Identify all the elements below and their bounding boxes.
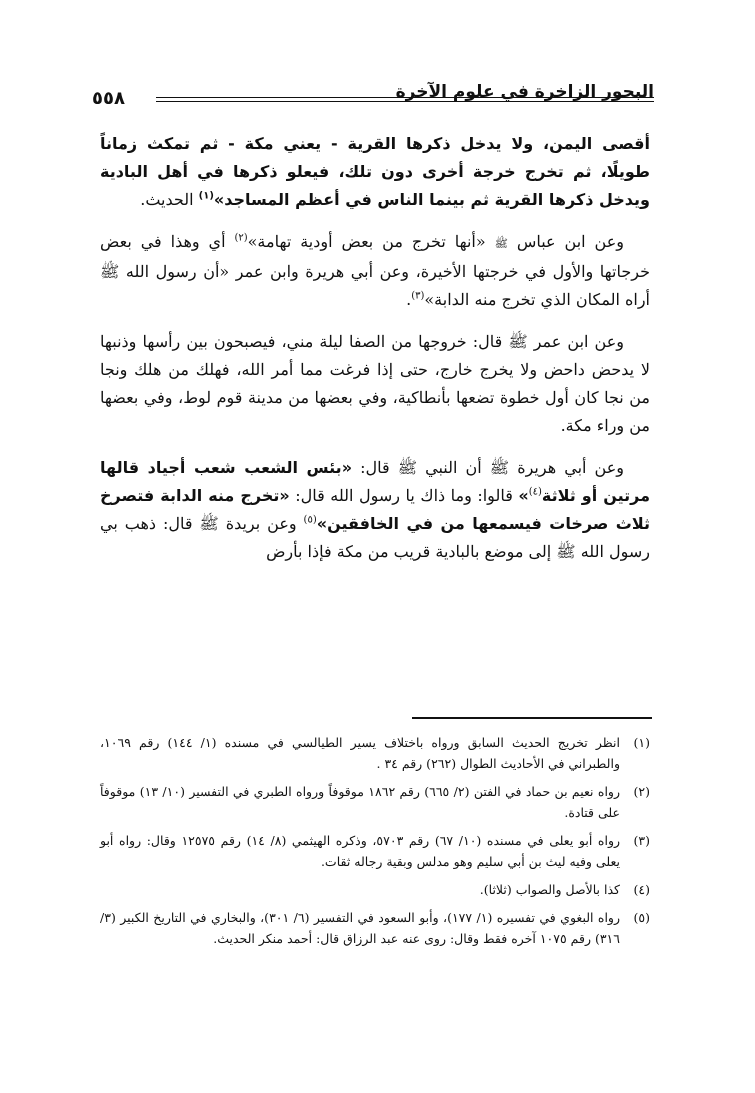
paragraph-2-b: «أنها تخرج من بعض أودية تهامة» [247,232,495,251]
paragraph-4-hadith-1: «بئس الشعب شعب أجياد قالها مرتين أو ثلاثة [100,458,651,505]
header-double-rule [156,97,654,102]
main-text [100,130,650,580]
footnote-ref-5: (٥) [303,514,317,526]
footnotes [100,732,650,956]
footnote-2 [100,781,650,823]
footnote-5 [100,907,650,949]
paragraph-4-c: وعن بريدة ﷺ قال: ذهب بي رسول الله ﷺ إلى موضع بالبادية قريب من مكة فإذا بأرض [100,514,650,561]
paragraph-4-a: وعن أبي هريرة ﷺ أن النبي ﷺ قال: [352,458,624,477]
paragraph-2-c: أي وهذا في بعض خرجاتها والأول في خرجتها الأخيرة، وعن أبي هريرة وابن عمر «أن رسول الله ﷺ أراه المكان الذي تخرج منه الدابة» [100,232,650,309]
paragraph-2-a: وعن ابن عباس [507,232,624,251]
footnote-text: كذا بالأصل والصواب (ثلاثا). [479,882,620,897]
footnote-number: (٥) [633,910,650,925]
footnote-ref-1: (١) [198,190,214,202]
paragraph-4-b: قالوا: وما ذاك يا رسول الله قال: [289,486,519,505]
footnote-ref-3: (٣) [411,290,425,302]
paragraph-2 [100,228,650,314]
paragraph-2-d: . [406,290,412,309]
footnote-number: (٢) [633,784,650,799]
footnote-text: رواه أبو يعلى في مسنده (١٠/ ٦٧) رقم ٥٧٠٣، وذكره الهيثمي (٨/ ١٤) رقم ١٢٥٧٥ وقال: رواه أبو يعلى وفيه ليث بن أبي سليم وهو مدلس وبقية رجاله ثقات. [100,833,621,869]
honorific-glyph: ﷺ [494,237,508,250]
paragraph-1-tail: الحديث. [140,190,199,209]
footnote-3 [100,830,650,872]
footnote-4 [100,879,650,900]
footnote-text: انظر تخريج الحديث السابق ورواه باختلاف يسير الطيالسي في مسنده (١/ ١٤٤) رقم ١٠٦٩، والطبراني في الأحاديث الطوال (٢٦٢) رقم ٣٤ . [100,735,621,771]
paragraph-1 [100,130,650,214]
footnote-separator [412,717,652,719]
footnote-text: رواه البغوي في تفسيره (١/ ١٧٧)، وأبو السعود في التفسير (٦/ ٣٠١)، والبخاري في التاريخ الكبير (٣/ ٣١٦) رقم ١٠٧٥ آخره فقط وقال: روى عنه عبد الرزاق قال: أحمد منكر الحديث. [100,910,621,946]
footnote-1 [100,732,650,774]
paragraph-3: وعن ابن عمر ﷺ قال: خروجها من الصفا ليلة مني، فيصبحون بين رأسها وذنبها لا يدحض داحض ولا يخرج خارج، حتى إذا فرغت مما أمر الله، فهلك من هلك ونجا من نجا كان أول خطوة تضعها بأنطاكية، وفي بعضها من مدينة قوم لوط، وفي بعضها من وراء مكة. [100,332,650,435]
footnote-ref-4: (٤) [528,486,542,498]
paragraph-4-hadith-1-end: » [518,486,529,505]
footnote-number: (٤) [633,882,650,897]
paragraph-4-hadith-2: «تخرج منه الدابة فتصرخ ثلاث صرخات فيسمعها من في الخافقين» [100,486,650,533]
footnote-text: رواه نعيم بن حماد في الفتن (٢/ ٦٦٥) رقم ١٨٦٢ موقوفاً ورواه الطبري في التفسير (١٠/ ١٣) موقوفاً على قتادة. [100,784,620,820]
page-header [92,82,654,122]
footnote-number: (٣) [633,833,650,848]
page-number: ٥٥٨ [92,88,125,109]
paragraph-4 [100,454,650,566]
footnote-ref-2: (٢) [234,232,248,244]
running-title: البحور الزاخرة في علوم الآخرة [395,82,654,102]
paragraph-1-text: أقصى اليمن، ولا يدخل ذكرها القرية - يعني مكة - ثم تمكث زماناً طويلًا، ثم تخرج خرجة أخرى دون تلك، فيعلو ذكرها في أهل البادية ويدخل ذكرها القرية ثم بينما الناس في أعظم المساجد» [100,134,650,209]
footnote-number: (١) [633,735,650,750]
